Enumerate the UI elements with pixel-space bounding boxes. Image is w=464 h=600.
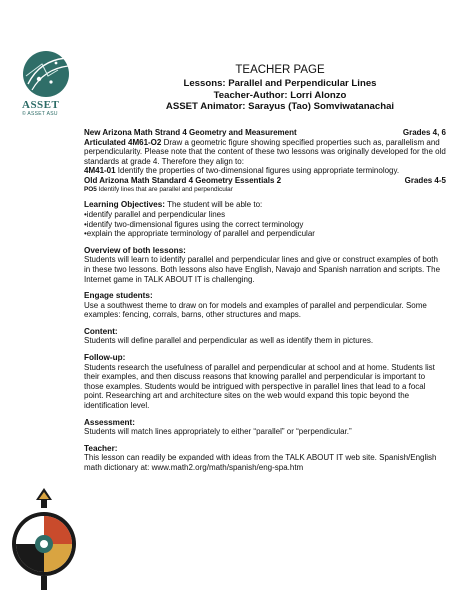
objective-item: •identify parallel and perpendicular lines xyxy=(84,209,226,219)
section-title: Overview of both lessons: xyxy=(84,245,186,255)
animator-line: ASSET Animator: Sarayus (Tao) Somviwatanachai xyxy=(165,101,395,112)
section-title: Teacher: xyxy=(84,443,118,453)
asset-emblem-icon xyxy=(22,50,72,98)
old-standard-row xyxy=(84,176,446,186)
standard-4m41-code: 4M41-01 xyxy=(84,166,116,176)
po5-standard xyxy=(84,186,446,194)
objectives-title: Learning Objectives: xyxy=(84,200,165,210)
page-title: TEACHER PAGE xyxy=(235,64,325,76)
southwest-badge-icon xyxy=(8,486,80,592)
po5-code: PO5 xyxy=(84,185,97,193)
section-text: Students will learn to identify parallel and perpendicular lines and give or construct examples of both in these two lessons. Both lessons also have English, Navajo and Spanish narration and scripts. The Internet game in TALK ABOUT IT is challenging. xyxy=(84,255,441,284)
old-standard-title: Old Arizona Math Standard 4 Geometry Essentials 2 xyxy=(84,175,282,185)
section-title: Follow-up: xyxy=(84,353,126,363)
section-title: Engage students: xyxy=(84,291,153,301)
author-line: Teacher-Author: Lorri Alonzo xyxy=(213,89,347,101)
section-text: Students research the usefulness of parallel and perpendicular at school and at home. Students list their examples, and then discuss reasons that knowing parallel and perpendicular is important to those examples. Students would be intrigued with perspective in parallel lines that lead to a focal point. Researching art and architecture sites on the web would expand this topic beyond the identification level. xyxy=(84,362,435,411)
strand-row xyxy=(84,128,446,138)
page-header xyxy=(110,64,450,113)
section-text: Students will define parallel and perpendicular as well as identify them in pictures. xyxy=(84,336,374,346)
asset-logo xyxy=(22,50,78,117)
content-section xyxy=(84,327,446,346)
section-title: Content: xyxy=(84,326,118,336)
articulated-text: Draw a geometric figure showing specified properties such as, parallelism and perpendicularity. Please note that the content of these two lessons was originally developed for the old standards at grade 4. Therefore they align to: xyxy=(84,137,446,166)
old-standard-grades: Grades 4-5 xyxy=(404,175,446,185)
objective-item: •explain the appropriate terminology of parallel and perpendicular xyxy=(84,229,315,239)
assessment-section xyxy=(84,418,446,437)
overview-section xyxy=(84,246,446,284)
teacher-section xyxy=(84,444,446,473)
engage-section xyxy=(84,291,446,320)
objectives-heading xyxy=(84,200,446,210)
logo-wordmark: ASSET xyxy=(22,99,60,111)
strand-grades: Grades 4, 6 xyxy=(402,128,446,137)
section-text: Use a southwest theme to draw on for models and examples of parallel and perpendicular. Some examples: fencing, corrals, barns, other structures and maps. xyxy=(84,300,427,320)
follow-up-section xyxy=(84,353,446,411)
objectives-intro: The student will be able to: xyxy=(165,200,263,210)
standard-4m41-text: Identify the properties of two-dimensional figures using appropriate terminology. xyxy=(115,166,400,176)
articulated-standard xyxy=(84,138,446,167)
section-text: Students will match lines appropriately to either “parallel” or “perpendicular.” xyxy=(84,427,352,437)
po5-text: Identify lines that are parallel and perpendicular xyxy=(96,185,233,193)
strand-title: New Arizona Math Strand 4 Geometry and Measurement xyxy=(84,128,297,137)
objective-item: •identify two-dimensional figures using the correct terminology xyxy=(84,219,304,229)
articulated-code: Articulated 4M61-O2 xyxy=(84,137,162,147)
logo-subtext: © ASSET ASU xyxy=(22,111,58,117)
learning-objectives xyxy=(84,200,446,238)
main-content xyxy=(84,128,446,473)
standard-4m41 xyxy=(84,166,446,176)
lessons-line: Lessons: Parallel and Perpendicular Lines xyxy=(183,78,377,89)
section-text: This lesson can readily be expanded with ideas from the TALK ABOUT IT web site. Spanish/English math dictionary at: www.math2.org/math/spanish/eng-spa.htm xyxy=(84,453,437,473)
section-title: Assessment: xyxy=(84,417,135,427)
